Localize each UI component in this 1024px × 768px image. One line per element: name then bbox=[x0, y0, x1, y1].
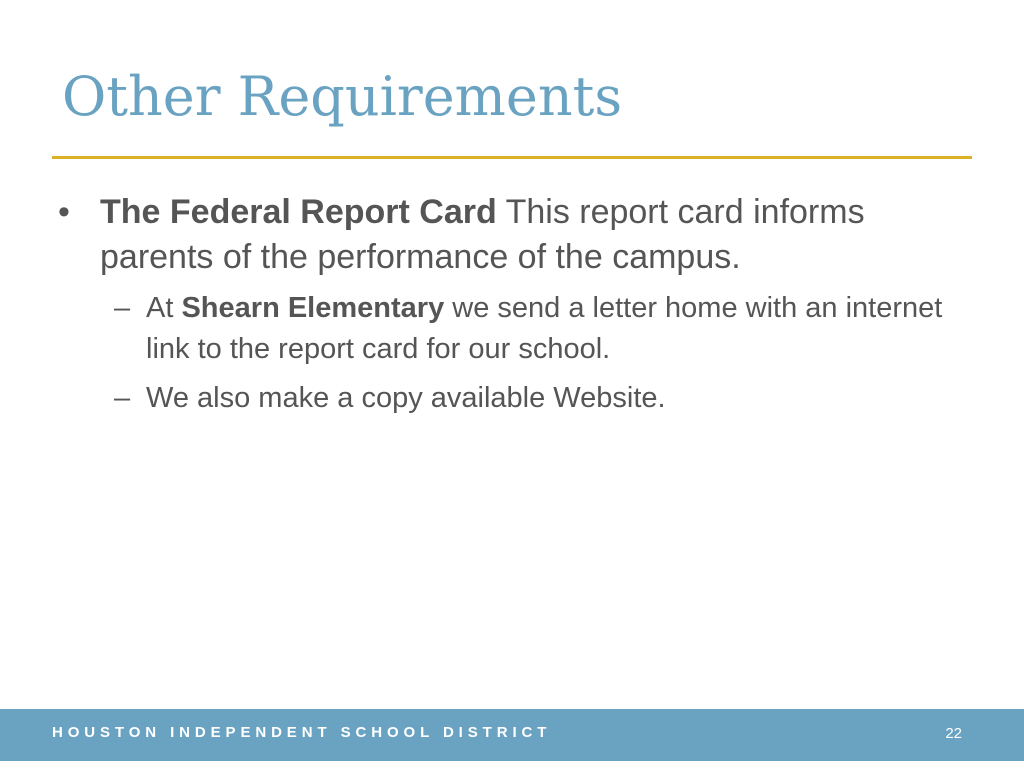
slide-content bbox=[58, 190, 978, 427]
footer-organization: HOUSTON INDEPENDENT SCHOOL DISTRICT bbox=[52, 724, 552, 741]
page-number: 22 bbox=[945, 725, 962, 742]
sub-bullet-marker: – bbox=[114, 382, 131, 414]
bullet-federal-report-card bbox=[58, 190, 880, 280]
sub-bullet-website-copy bbox=[114, 378, 986, 419]
title-divider bbox=[52, 156, 972, 159]
sub-bullet-bold-text: Shearn Elementary bbox=[181, 292, 445, 324]
sub-bullet-pre-text: At bbox=[146, 292, 182, 324]
sub-bullet-text: We also make a copy available Website. bbox=[146, 382, 666, 414]
bullet-text: This report card informs parents of the performance of the campus. bbox=[100, 193, 865, 276]
bullet-bold-text: The Federal Report Card bbox=[100, 193, 497, 231]
sub-bullet-text: we send a letter home with an internet link to the report card for our school. bbox=[146, 292, 943, 365]
slide-title: Other Requirements bbox=[62, 65, 623, 128]
bullet-marker: • bbox=[58, 193, 70, 231]
sub-bullet-marker: – bbox=[114, 292, 131, 324]
footer-bar bbox=[0, 709, 1024, 761]
sub-bullet-shearn-elementary bbox=[114, 288, 986, 370]
